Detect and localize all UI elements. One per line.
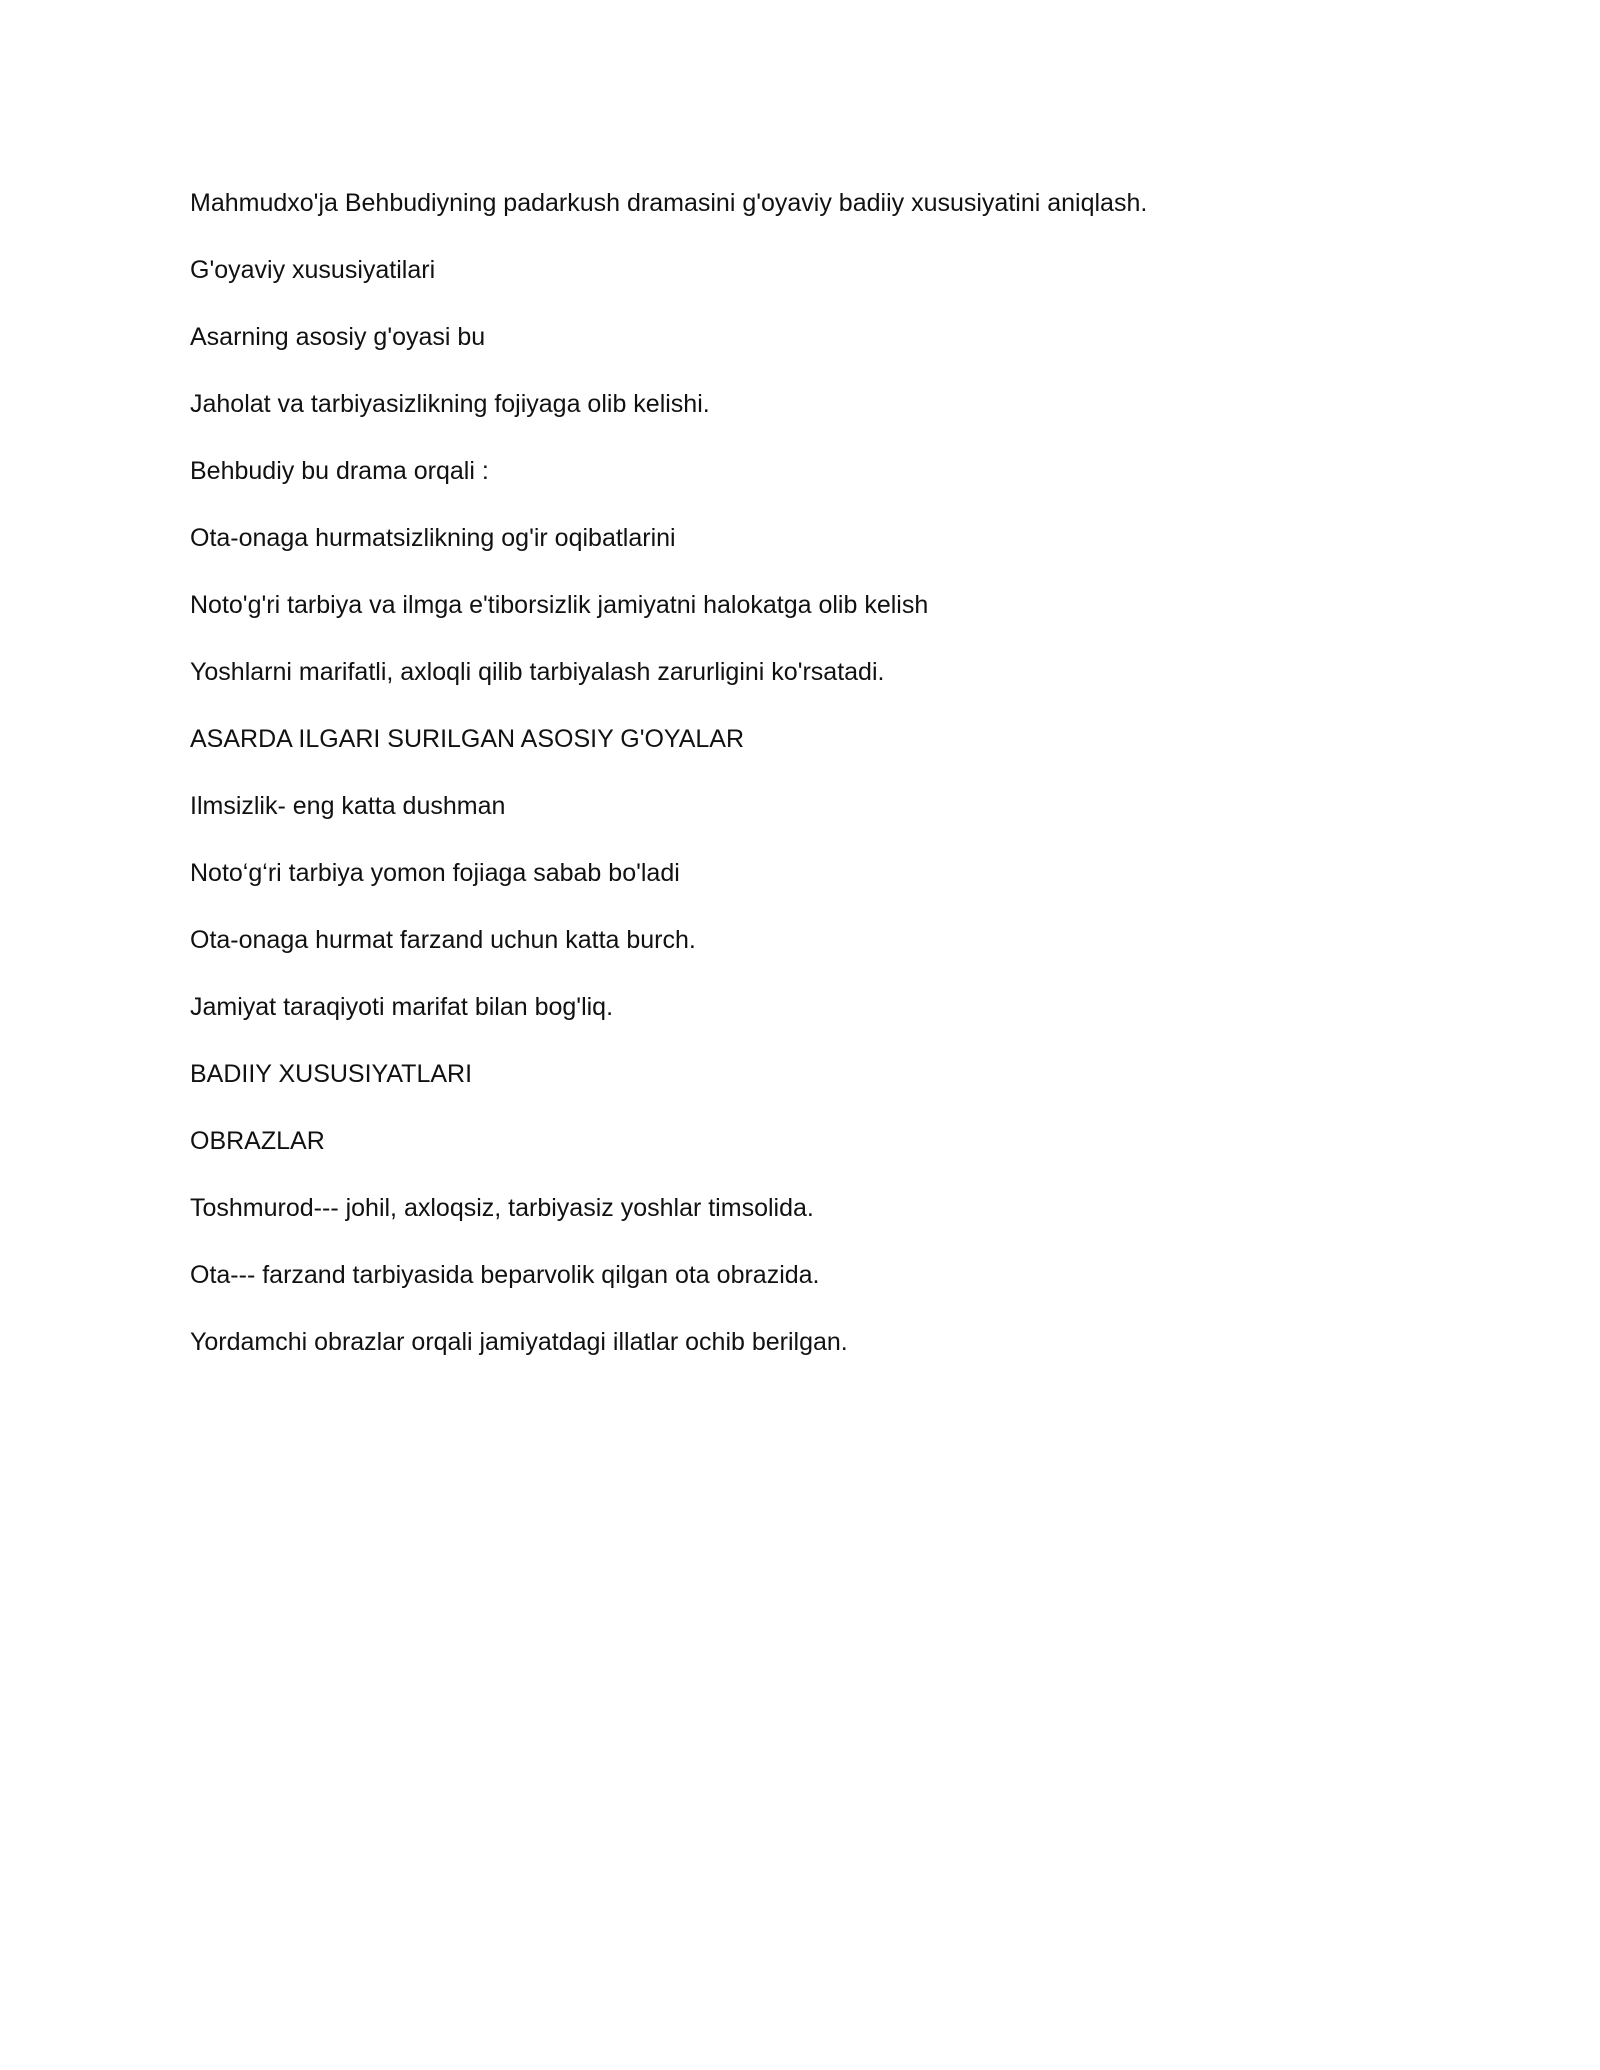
paragraph-line: Jamiyat taraqiyoti marifat bilan bog'liq.: [190, 993, 614, 1021]
paragraph-line: Ota--- farzand tarbiyasida beparvolik qilgan ota obrazida.: [190, 1261, 820, 1289]
paragraph-line: Jaholat va tarbiyasizlikning fojiyaga olib kelishi.: [190, 390, 710, 418]
section-heading-ideological: G'oyaviy xususiyatilari: [190, 256, 436, 284]
paragraph-line: Behbudiy bu drama orqali :: [190, 457, 489, 485]
paragraph-line: Yoshlarni marifatli, axloqli qilib tarbiyalash zarurligini ko'rsatadi.: [190, 658, 885, 686]
paragraph-line: Ota-onaga hurmat farzand uchun katta burch.: [190, 926, 696, 954]
paragraph-line: Yordamchi obrazlar orqali jamiyatdagi illatlar ochib berilgan.: [190, 1328, 848, 1356]
paragraph-line: Ilmsizlik- eng katta dushman: [190, 792, 506, 820]
paragraph-line: Asarning asosiy g'oyasi bu: [190, 323, 486, 351]
section-heading-artistic: BADIIY XUSUSIYATLARI: [190, 1060, 473, 1088]
paragraph-line: Toshmurod--- johil, axloqsiz, tarbiyasiz yoshlar timsolida.: [190, 1194, 814, 1222]
document-title: Mahmudxo'ja Behbudiyning padarkush dramasini g'oyaviy badiiy xususiyatini aniqlash.: [190, 189, 1148, 217]
paragraph-line: Noto'g'ri tarbiya va ilmga e'tiborsizlik jamiyatni halokatga olib kelish: [190, 591, 929, 619]
paragraph-line: Noto‘g‘ri tarbiya yomon fojiaga sabab bo'ladi: [190, 859, 680, 887]
section-heading-images: OBRAZLAR: [190, 1127, 325, 1155]
document-body: [190, 186, 1430, 1392]
paragraph-line: Ota-onaga hurmatsizlikning og'ir oqibatlarini: [190, 524, 676, 552]
section-heading-main-ideas: ASARDA ILGARI SURILGAN ASOSIY G'OYALAR: [190, 725, 745, 753]
